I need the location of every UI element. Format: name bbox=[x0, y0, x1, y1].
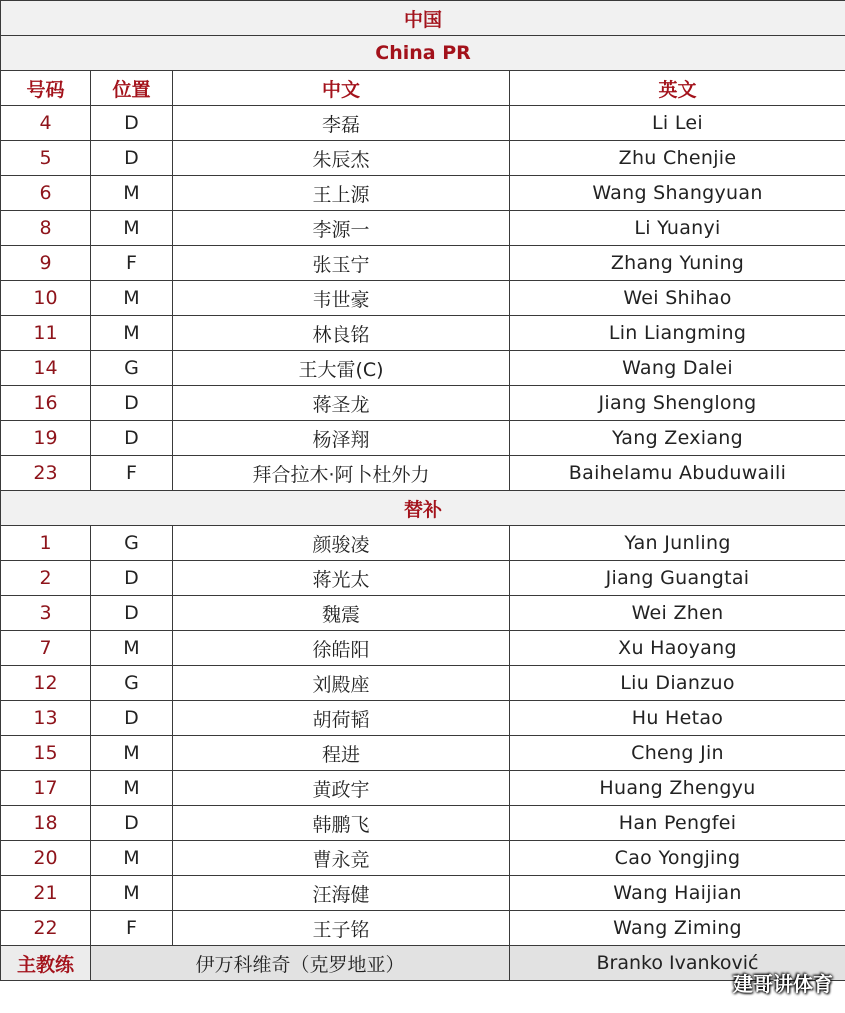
player-row bbox=[1, 386, 845, 421]
coach-name-cn: 伊万科维奇（克罗地亚） bbox=[91, 946, 510, 981]
player-number: 1 bbox=[1, 526, 91, 561]
player-row bbox=[1, 526, 845, 561]
player-number: 15 bbox=[1, 736, 91, 771]
player-name-en: Zhang Yuning bbox=[510, 246, 845, 281]
player-position: M bbox=[91, 211, 173, 246]
player-name-cn: 颜骏凌 bbox=[173, 526, 510, 561]
player-row bbox=[1, 806, 845, 841]
coach-row bbox=[1, 946, 845, 981]
coach-label: 主教练 bbox=[1, 946, 91, 981]
player-number: 4 bbox=[1, 106, 91, 141]
player-number: 3 bbox=[1, 596, 91, 631]
player-name-cn: 蒋圣龙 bbox=[173, 386, 510, 421]
player-number: 17 bbox=[1, 771, 91, 806]
player-position: M bbox=[91, 736, 173, 771]
team-title-en: China PR bbox=[1, 36, 845, 71]
player-number: 11 bbox=[1, 316, 91, 351]
player-position: D bbox=[91, 106, 173, 141]
player-position: D bbox=[91, 386, 173, 421]
player-row bbox=[1, 141, 845, 176]
player-position: M bbox=[91, 771, 173, 806]
player-name-en: Jiang Guangtai bbox=[510, 561, 845, 596]
player-position: D bbox=[91, 596, 173, 631]
player-name-en: Cao Yongjing bbox=[510, 841, 845, 876]
player-name-cn: 朱辰杰 bbox=[173, 141, 510, 176]
player-row bbox=[1, 106, 845, 141]
player-name-en: Wang Haijian bbox=[510, 876, 845, 911]
header-row bbox=[1, 71, 845, 106]
player-name-en: Cheng Jin bbox=[510, 736, 845, 771]
player-number: 7 bbox=[1, 631, 91, 666]
header-number: 号码 bbox=[1, 71, 91, 106]
player-name-cn: 林良铭 bbox=[173, 316, 510, 351]
player-number: 16 bbox=[1, 386, 91, 421]
player-name-cn: 张玉宁 bbox=[173, 246, 510, 281]
player-number: 18 bbox=[1, 806, 91, 841]
player-name-en: Lin Liangming bbox=[510, 316, 845, 351]
player-name-en: Han Pengfei bbox=[510, 806, 845, 841]
player-name-cn: 蒋光太 bbox=[173, 561, 510, 596]
player-row bbox=[1, 456, 845, 491]
player-number: 9 bbox=[1, 246, 91, 281]
player-position: F bbox=[91, 246, 173, 281]
player-name-en: Wang Shangyuan bbox=[510, 176, 845, 211]
player-name-cn: 韦世豪 bbox=[173, 281, 510, 316]
player-name-cn: 魏震 bbox=[173, 596, 510, 631]
player-number: 20 bbox=[1, 841, 91, 876]
player-name-cn: 王上源 bbox=[173, 176, 510, 211]
player-name-en: Huang Zhengyu bbox=[510, 771, 845, 806]
player-name-en: Li Lei bbox=[510, 106, 845, 141]
player-position: D bbox=[91, 701, 173, 736]
player-row bbox=[1, 351, 845, 386]
player-name-cn: 徐皓阳 bbox=[173, 631, 510, 666]
player-number: 22 bbox=[1, 911, 91, 946]
team-title-row-en bbox=[1, 36, 845, 71]
player-name-en: Yan Junling bbox=[510, 526, 845, 561]
player-name-en: Baihelamu Abuduwaili bbox=[510, 456, 845, 491]
player-row bbox=[1, 596, 845, 631]
player-row bbox=[1, 736, 845, 771]
player-name-en: Wang Ziming bbox=[510, 911, 845, 946]
header-chinese-name: 中文 bbox=[173, 71, 510, 106]
team-title-cn: 中国 bbox=[1, 1, 845, 36]
player-name-en: Wei Zhen bbox=[510, 596, 845, 631]
player-position: M bbox=[91, 316, 173, 351]
player-number: 5 bbox=[1, 141, 91, 176]
player-row bbox=[1, 561, 845, 596]
player-name-en: Li Yuanyi bbox=[510, 211, 845, 246]
player-position: G bbox=[91, 526, 173, 561]
player-name-en: Wei Shihao bbox=[510, 281, 845, 316]
player-position: D bbox=[91, 141, 173, 176]
player-number: 21 bbox=[1, 876, 91, 911]
player-number: 12 bbox=[1, 666, 91, 701]
player-position: D bbox=[91, 806, 173, 841]
player-name-cn: 王大雷(C) bbox=[173, 351, 510, 386]
player-row bbox=[1, 281, 845, 316]
subs-section-label: 替补 bbox=[1, 491, 845, 526]
player-row bbox=[1, 631, 845, 666]
player-number: 2 bbox=[1, 561, 91, 596]
player-name-cn: 王子铭 bbox=[173, 911, 510, 946]
player-row bbox=[1, 421, 845, 456]
player-name-cn: 曹永竞 bbox=[173, 841, 510, 876]
player-position: G bbox=[91, 666, 173, 701]
header-position: 位置 bbox=[91, 71, 173, 106]
player-row bbox=[1, 666, 845, 701]
player-name-cn: 李源一 bbox=[173, 211, 510, 246]
player-name-cn: 刘殿座 bbox=[173, 666, 510, 701]
header-english-name: 英文 bbox=[510, 71, 845, 106]
player-row bbox=[1, 771, 845, 806]
watermark: 建哥讲体育 bbox=[733, 972, 833, 996]
player-position: D bbox=[91, 561, 173, 596]
player-name-en: Wang Dalei bbox=[510, 351, 845, 386]
player-row bbox=[1, 211, 845, 246]
player-row bbox=[1, 841, 845, 876]
player-name-cn: 汪海健 bbox=[173, 876, 510, 911]
player-row bbox=[1, 246, 845, 281]
player-position: G bbox=[91, 351, 173, 386]
player-row bbox=[1, 701, 845, 736]
player-position: F bbox=[91, 911, 173, 946]
player-name-en: Jiang Shenglong bbox=[510, 386, 845, 421]
player-number: 6 bbox=[1, 176, 91, 211]
coach-name-en: Branko Ivanković bbox=[510, 946, 845, 981]
player-position: M bbox=[91, 876, 173, 911]
player-number: 14 bbox=[1, 351, 91, 386]
player-name-en: Zhu Chenjie bbox=[510, 141, 845, 176]
player-number: 10 bbox=[1, 281, 91, 316]
player-name-cn: 黄政宇 bbox=[173, 771, 510, 806]
player-name-cn: 李磊 bbox=[173, 106, 510, 141]
player-name-en: Liu Dianzuo bbox=[510, 666, 845, 701]
player-name-en: Hu Hetao bbox=[510, 701, 845, 736]
player-name-cn: 程进 bbox=[173, 736, 510, 771]
player-row bbox=[1, 316, 845, 351]
player-row bbox=[1, 176, 845, 211]
player-number: 8 bbox=[1, 211, 91, 246]
player-name-cn: 胡荷韬 bbox=[173, 701, 510, 736]
player-name-cn: 拜合拉木·阿卜杜外力 bbox=[173, 456, 510, 491]
team-title-row-cn bbox=[1, 1, 845, 36]
subs-section-row bbox=[1, 491, 845, 526]
player-position: M bbox=[91, 281, 173, 316]
player-position: M bbox=[91, 841, 173, 876]
roster-body bbox=[1, 1, 845, 981]
player-number: 19 bbox=[1, 421, 91, 456]
player-position: M bbox=[91, 176, 173, 211]
player-position: M bbox=[91, 631, 173, 666]
player-row bbox=[1, 876, 845, 911]
player-number: 13 bbox=[1, 701, 91, 736]
player-number: 23 bbox=[1, 456, 91, 491]
player-position: F bbox=[91, 456, 173, 491]
player-row bbox=[1, 911, 845, 946]
player-position: D bbox=[91, 421, 173, 456]
player-name-en: Yang Zexiang bbox=[510, 421, 845, 456]
player-name-cn: 杨泽翔 bbox=[173, 421, 510, 456]
player-name-en: Xu Haoyang bbox=[510, 631, 845, 666]
player-name-cn: 韩鹏飞 bbox=[173, 806, 510, 841]
